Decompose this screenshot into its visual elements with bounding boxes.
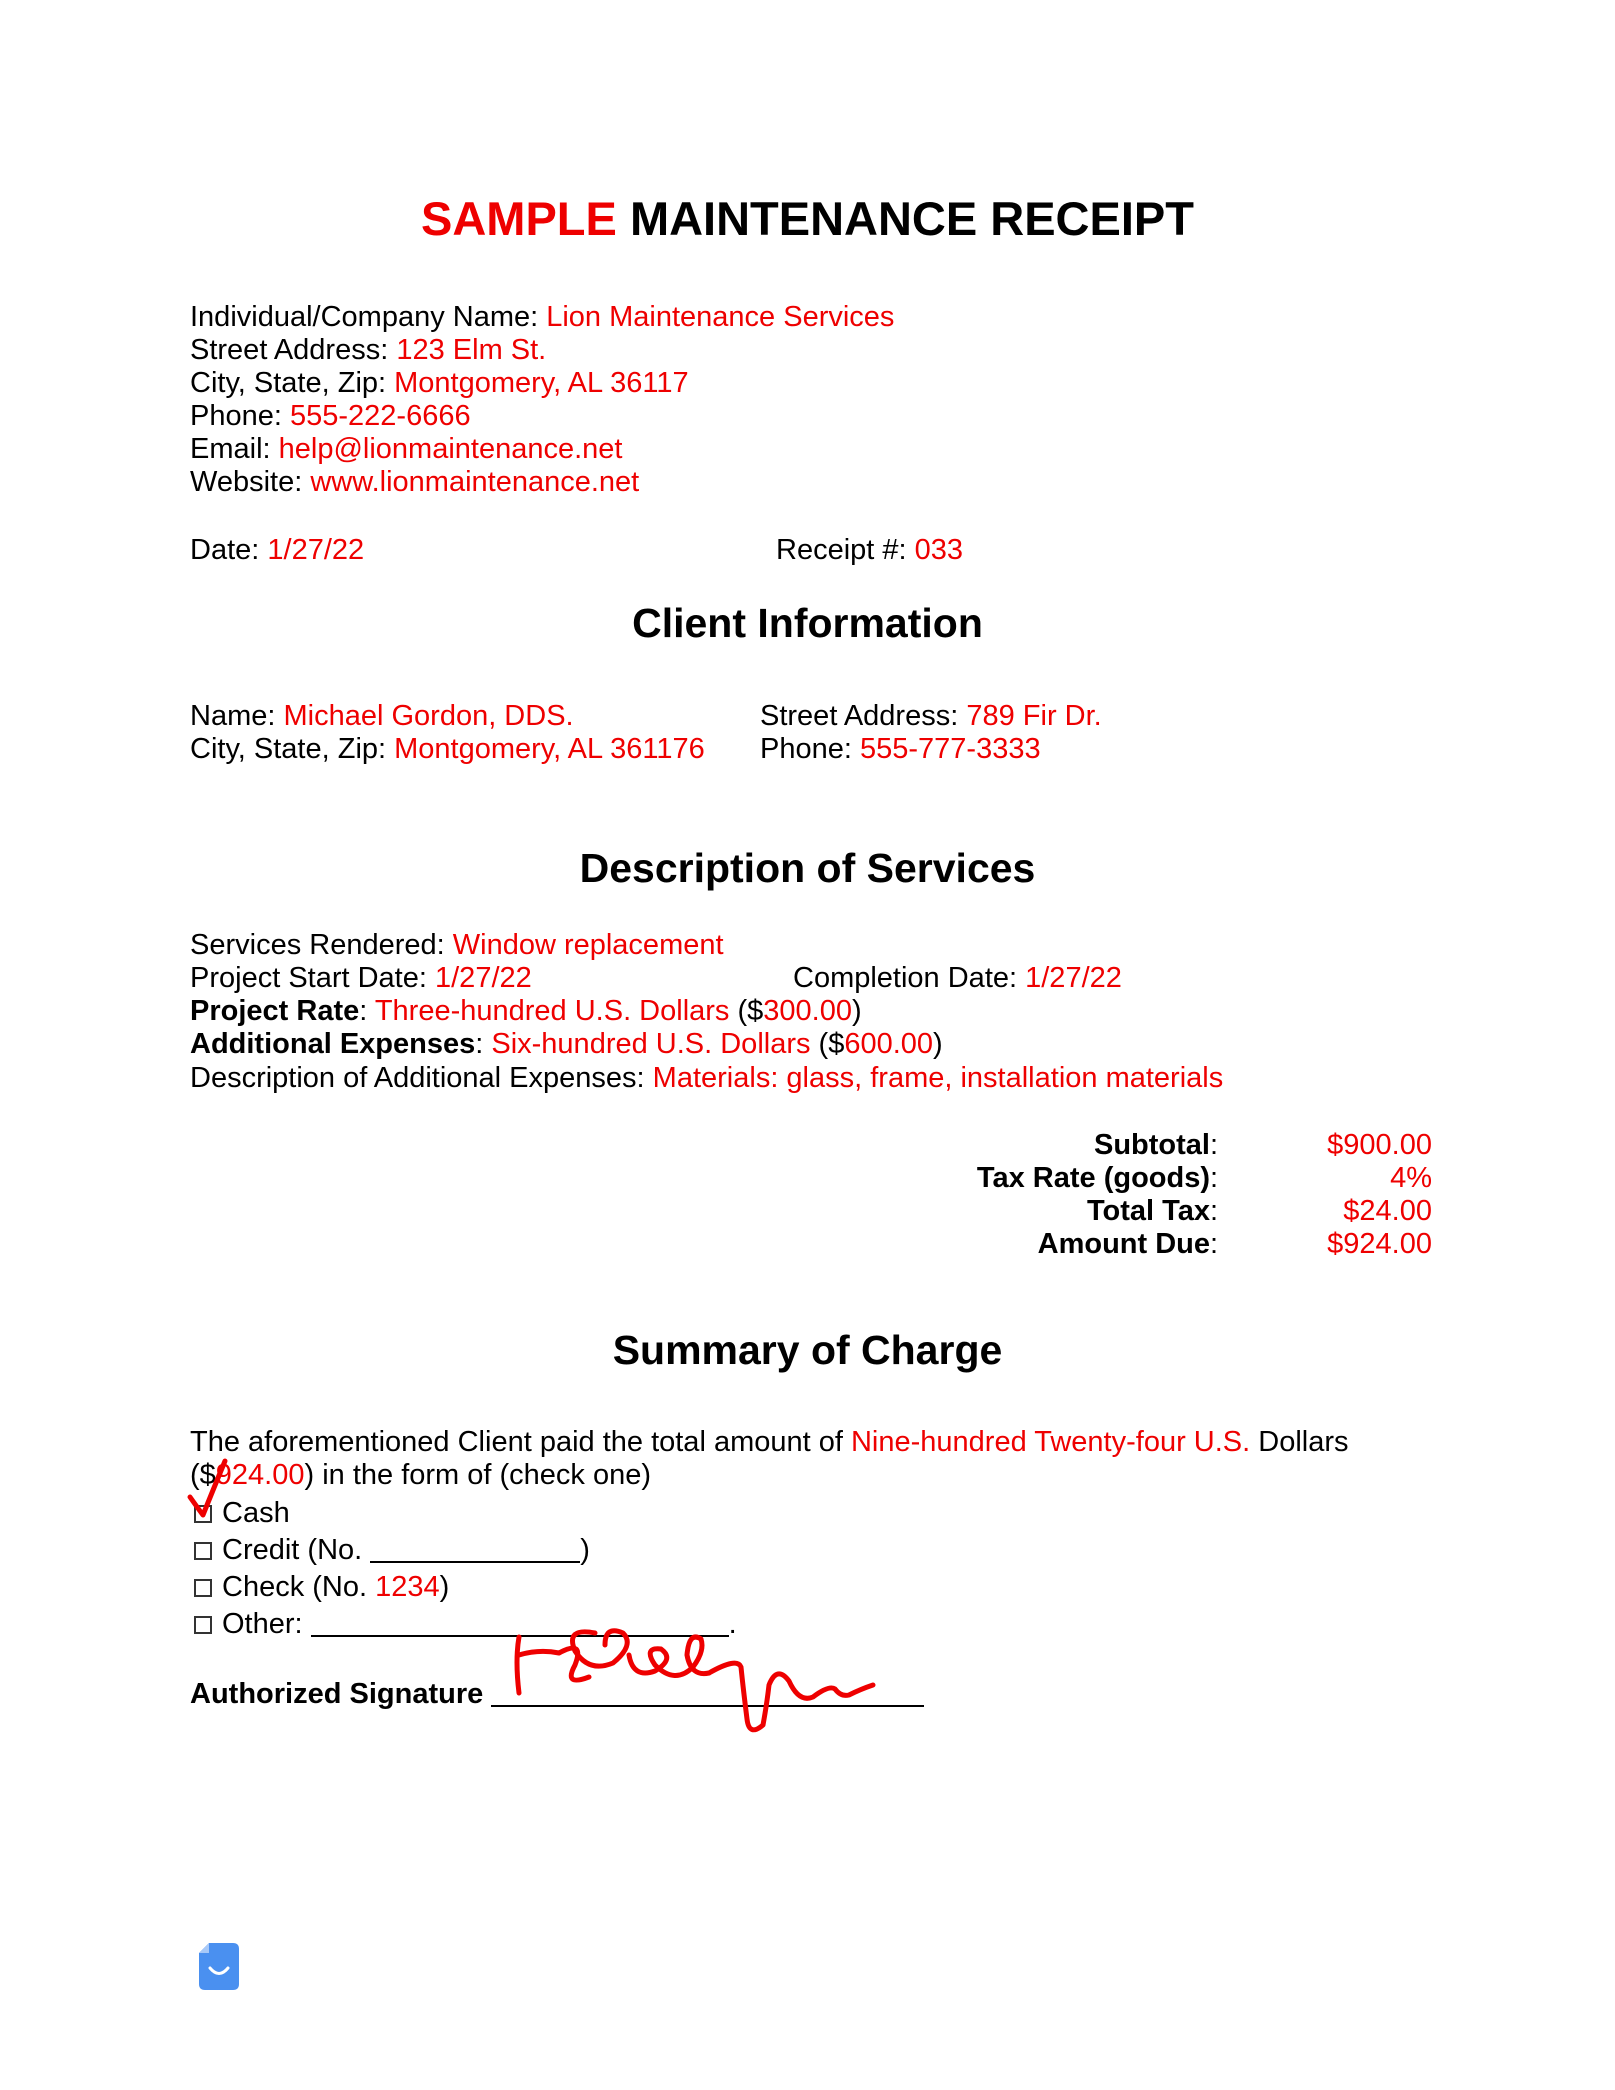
- option-credit[interactable]: Credit (No. ): [194, 1534, 590, 1567]
- totals-table: [900, 1129, 1432, 1261]
- label: City, State, Zip:: [190, 733, 387, 765]
- credit-checkbox[interactable]: [194, 1542, 212, 1560]
- credit-number-blank[interactable]: [370, 1535, 580, 1563]
- title-rest: MAINTENANCE RECEIPT: [629, 192, 1194, 245]
- label: Project Start Date:: [190, 962, 427, 994]
- title-sample: SAMPLE: [421, 192, 617, 245]
- label: Description of Additional Expenses:: [190, 1062, 645, 1094]
- check-number: 1234: [375, 1571, 440, 1603]
- company-email: help@lionmaintenance.net: [278, 433, 623, 465]
- client-right: [760, 700, 1102, 766]
- totals-label: Tax Rate (goods): [976, 1162, 1210, 1194]
- completion-date: [793, 962, 1122, 995]
- option-label: Other:: [222, 1608, 303, 1640]
- client-heading: Client Information: [632, 600, 983, 646]
- company-street-line: [190, 334, 894, 367]
- totals-value: 4%: [1390, 1162, 1432, 1194]
- document-logo-icon: [199, 1943, 239, 1990]
- signature-scribble-icon: [505, 1615, 895, 1745]
- check-checkbox[interactable]: [194, 1579, 212, 1597]
- label: Individual/Company Name:: [190, 301, 539, 333]
- company-website: www.lionmaintenance.net: [310, 466, 640, 498]
- signature-label: Authorized Signature: [190, 1678, 484, 1710]
- label: Phone:: [760, 733, 852, 765]
- handwritten-checkmark-icon: [185, 1455, 245, 1525]
- totals-label: Amount Due: [1037, 1228, 1210, 1260]
- client-street: 789 Fir Dr.: [966, 700, 1102, 732]
- receipt-number: [776, 534, 963, 567]
- label: Project Rate: [190, 995, 360, 1027]
- summary-text: ) in the form of (check one): [304, 1459, 652, 1491]
- summary-line-1: [190, 1426, 1349, 1459]
- expenses-desc-value: Materials: glass, frame, installation materials: [652, 1062, 1224, 1094]
- totals-row: Subtotal : $900.00: [900, 1129, 1432, 1162]
- totals-value: $924.00: [1327, 1228, 1432, 1260]
- summary-text: Dollars: [1258, 1426, 1349, 1458]
- label: Email:: [190, 433, 271, 465]
- company-name: Lion Maintenance Services: [546, 301, 895, 333]
- company-name-line: [190, 301, 894, 334]
- label: Street Address:: [190, 334, 389, 366]
- totals-label: Subtotal: [1094, 1129, 1210, 1161]
- client-city: Montgomery, AL 361176: [394, 733, 705, 765]
- label: Additional Expenses: [190, 1028, 476, 1060]
- label: Phone:: [190, 400, 282, 432]
- option-check[interactable]: Check (No. 1234): [194, 1571, 449, 1604]
- client-left: [190, 700, 705, 766]
- expenses-description: [190, 1062, 1223, 1095]
- date-value: 1/27/22: [267, 534, 365, 566]
- company-phone: 555-222-6666: [289, 400, 471, 432]
- company-info: [190, 301, 894, 499]
- rate-amount: 300.00: [763, 995, 852, 1027]
- services-heading: Description of Services: [579, 845, 1036, 891]
- completion-date-value: 1/27/22: [1025, 962, 1122, 994]
- label: Street Address:: [760, 700, 959, 732]
- amount-value: 924.00: [215, 1459, 305, 1491]
- expenses-words: Six-hundred U.S. Dollars: [491, 1028, 811, 1060]
- amount-words: Nine-hundred Twenty-four U.S.: [850, 1426, 1251, 1458]
- receipt-number-value: 033: [914, 534, 964, 566]
- project-start: [190, 962, 532, 995]
- services-rendered: [190, 929, 724, 962]
- client-phone: 555-777-3333: [859, 733, 1041, 765]
- start-date: 1/27/22: [435, 962, 532, 994]
- totals-label: Total Tax: [1087, 1195, 1210, 1227]
- company-website-line: [190, 466, 894, 499]
- company-city-line: [190, 367, 894, 400]
- totals-row: Tax Rate (goods) : 4%: [900, 1162, 1432, 1195]
- additional-expenses: Additional Expenses: Six-hundred U.S. Dollars ($600.00): [190, 1028, 943, 1060]
- label: City, State, Zip:: [190, 367, 387, 399]
- totals-row: Total Tax : $24.00: [900, 1195, 1432, 1228]
- project-rate: Project Rate: Three-hundred U.S. Dollars ($300.00): [190, 995, 862, 1027]
- company-street: 123 Elm St.: [396, 334, 547, 366]
- option-other[interactable]: Other: .: [194, 1608, 737, 1641]
- summary-line-2: ($924.00) in the form of (check one): [190, 1459, 652, 1491]
- page-title: [0, 191, 1615, 246]
- company-phone-line: [190, 400, 894, 433]
- option-label: Cash: [222, 1497, 290, 1529]
- services-rendered-value: Window replacement: [452, 929, 724, 961]
- receipt-date: [190, 534, 364, 567]
- totals-value: $24.00: [1343, 1195, 1432, 1227]
- rate-words: Three-hundred U.S. Dollars: [374, 995, 730, 1027]
- company-city: Montgomery, AL 36117: [394, 367, 689, 399]
- option-label: Credit (No.: [222, 1534, 363, 1566]
- expenses-amount: 600.00: [844, 1028, 934, 1060]
- option-label: Check (No.: [222, 1571, 368, 1603]
- client-name: Michael Gordon, DDS.: [283, 700, 574, 732]
- other-checkbox[interactable]: [194, 1616, 212, 1634]
- label: Name:: [190, 700, 276, 732]
- label: Completion Date:: [793, 962, 1018, 994]
- summary-heading: Summary of Charge: [612, 1327, 1003, 1373]
- label: Receipt #:: [776, 534, 907, 566]
- company-email-line: [190, 433, 894, 466]
- summary-text: The aforementioned Client paid the total amount of: [190, 1426, 843, 1458]
- label: Website:: [190, 466, 303, 498]
- totals-row: Amount Due : $924.00: [900, 1228, 1432, 1261]
- totals-value: $900.00: [1327, 1129, 1432, 1161]
- label: Services Rendered:: [190, 929, 445, 961]
- label: Date:: [190, 534, 260, 566]
